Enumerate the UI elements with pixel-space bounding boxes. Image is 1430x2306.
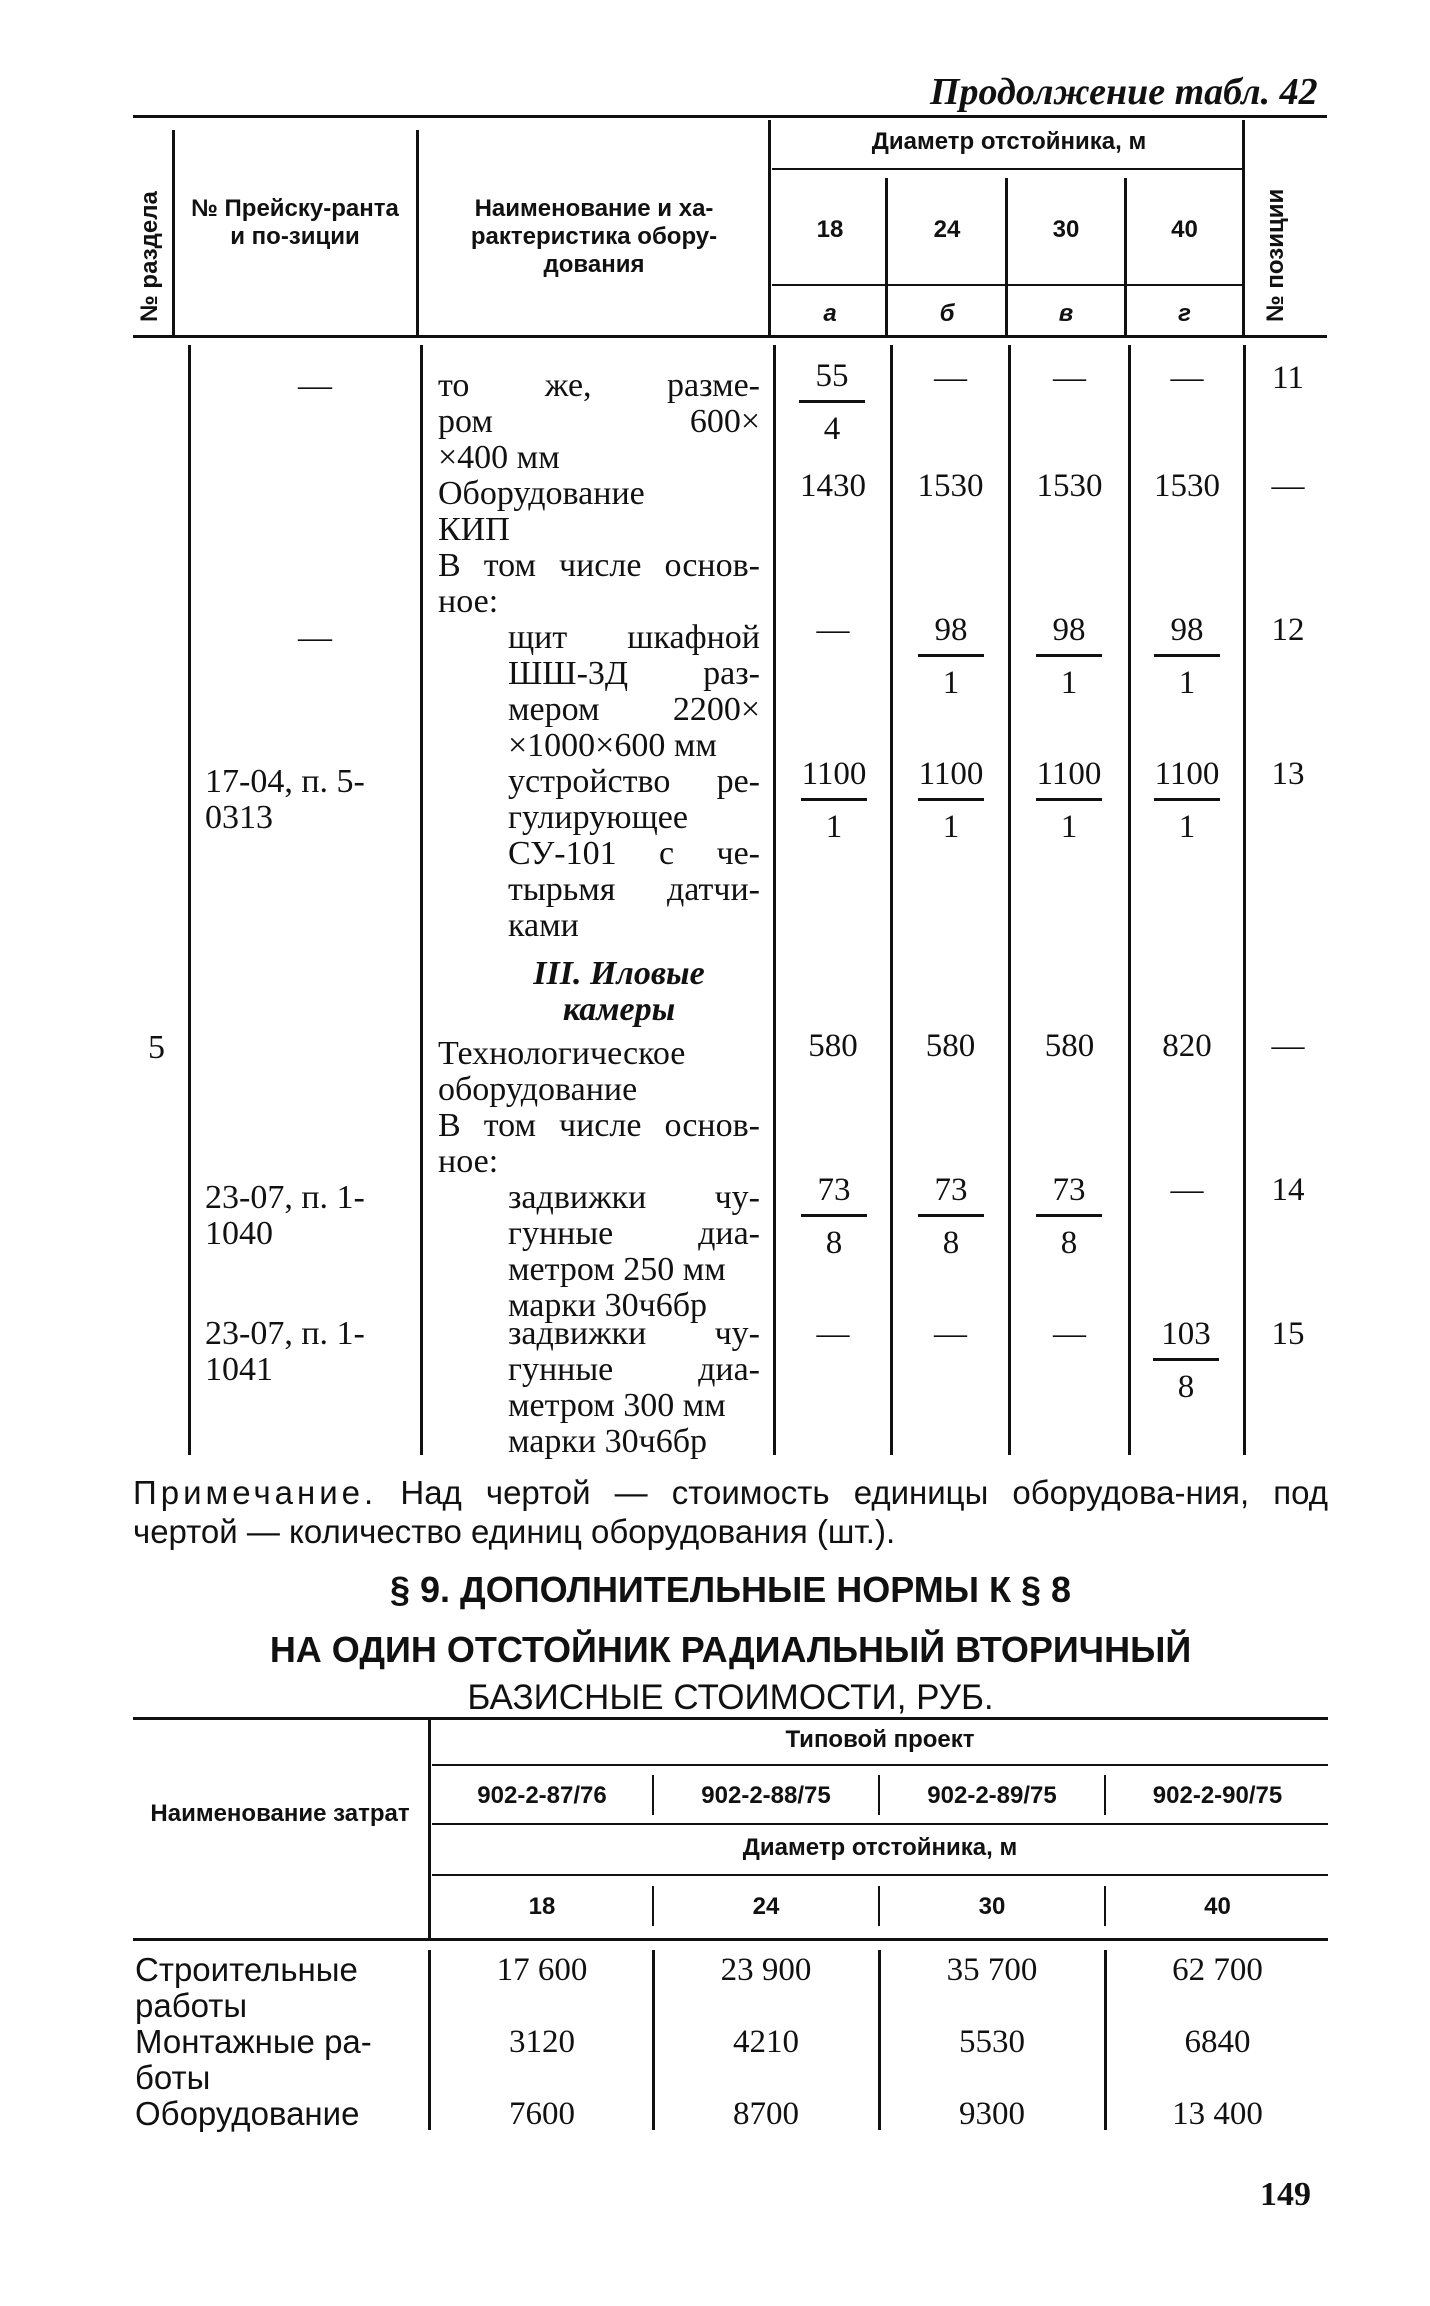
value-cell: —	[1053, 1316, 1086, 1352]
cost-row-name: Строительные работы	[135, 1951, 358, 2024]
header-project-1: 902-2-87/76	[477, 1782, 607, 1809]
cost-value: 13 400	[1172, 2096, 1263, 2132]
position-number: 13	[1271, 756, 1305, 792]
value-fraction: 1100 1	[1154, 756, 1220, 845]
header-project-3: 902-2-89/75	[927, 1782, 1057, 1809]
value-cell: —	[1170, 360, 1204, 396]
value-cell: —	[1053, 360, 1086, 396]
row-description: задвижки чу- гунные диа- метром 250 мм марки 30ч6бр	[508, 1179, 760, 1324]
value-cell: 580	[925, 1028, 976, 1064]
header-diameter-group: Диаметр отстойника, м	[871, 128, 1147, 155]
position-number: 14	[1271, 1172, 1305, 1208]
header-cost-name: Наименование затрат	[150, 1800, 410, 1827]
header-diameter-40: 40	[1204, 1893, 1231, 1920]
row-description: щит шкафной ШШ-3Д раз- мером 2200× ×1000×600 мм	[508, 619, 760, 764]
cost-value: 9300	[959, 2096, 1025, 2132]
cost-value: 23 900	[720, 1952, 812, 1988]
section-subtitle: БАЗИСНЫЕ СТОИМОСТИ, РУБ.	[467, 1678, 994, 1717]
value-fraction: 98 1	[912, 612, 990, 701]
cost-value: 7600	[509, 2096, 575, 2132]
value-cell: —	[1170, 1172, 1204, 1208]
value-cell: 1530	[1154, 468, 1220, 504]
cost-value: 6840	[1184, 2024, 1251, 2060]
cost-value: 5530	[959, 2024, 1025, 2060]
header-equipment-name: Наименование и ха-рактеристика обору-дования	[470, 195, 718, 278]
value-cell: —	[934, 360, 967, 396]
cost-row-name: Монтажные ра-боты	[135, 2023, 372, 2096]
header-section-number: № раздела	[136, 191, 163, 322]
cost-value: 35 700	[946, 1952, 1038, 1988]
value-cell: —	[816, 612, 850, 648]
header-diameter-24: 24	[933, 216, 961, 243]
value-fraction: 55 4	[793, 358, 871, 447]
value-fraction: 98 1	[1030, 612, 1108, 701]
row-description: задвижки чу- гунные диа- метром 300 мм марки 30ч6бр	[508, 1315, 760, 1460]
value-cell: 580	[808, 1028, 858, 1064]
value-fraction: 1100 1	[1036, 756, 1102, 845]
price-dash: —	[298, 367, 332, 404]
value-cell: 820	[1162, 1028, 1212, 1064]
value-fraction: 98 1	[1148, 612, 1226, 701]
cost-value: 4210	[733, 2024, 799, 2060]
value-cell: 1430	[800, 468, 866, 504]
note-label: Примечание.	[133, 1474, 378, 1511]
value-cell: 1530	[917, 468, 984, 504]
row-description: Технологическое оборудование	[438, 1035, 686, 1108]
header-diameter: Диаметр отстойника, м	[742, 1834, 1018, 1861]
header-letter-v: в	[1058, 300, 1074, 327]
cost-value: 3120	[509, 2024, 575, 2060]
position-number: 12	[1271, 612, 1305, 648]
header-project-2: 902-2-88/75	[701, 1782, 831, 1809]
value-cell: 1530	[1036, 468, 1103, 504]
header-diameter-18: 18	[528, 1893, 556, 1920]
price-reference: 17-04, п. 5-0313	[205, 763, 365, 836]
header-type-project: Типовой проект	[785, 1726, 975, 1753]
value-fraction: 73 8	[795, 1172, 873, 1261]
value-fraction: 1100 1	[801, 756, 867, 845]
note-text: Над чертой — стоимость единицы оборудова-ния, под чертой — количество единиц оборудования (шт.).	[133, 1474, 1329, 1550]
price-reference: 23-07, п. 1-1040	[205, 1179, 365, 1252]
value-cell: —	[816, 1316, 850, 1352]
header-diameter-40: 40	[1171, 216, 1198, 243]
position-number: —	[1271, 468, 1305, 504]
header-letter-b: б	[939, 300, 955, 327]
value-cell: 580	[1044, 1028, 1095, 1064]
section-number: 5	[148, 1029, 165, 1066]
header-diameter-24: 24	[752, 1893, 780, 1920]
value-fraction: 1100 1	[918, 756, 984, 845]
row-description: то же, разме- ром 600× ×400 мм	[438, 367, 760, 476]
value-fraction: 103 8	[1147, 1316, 1225, 1405]
section-title: § 9. ДОПОЛНИТЕЛЬНЫЕ НОРМЫ К § 8	[390, 1569, 1071, 1610]
header-letter-g: г	[1178, 300, 1191, 327]
row-description: В том числе основ- ное:	[438, 1107, 760, 1180]
cost-row-name: Оборудование	[135, 2095, 360, 2132]
subsection-heading: III. Иловые камеры	[533, 955, 705, 1028]
continuation-label: Продолжение табл. 42	[930, 71, 1318, 113]
header-diameter-18: 18	[816, 216, 844, 243]
value-cell: —	[934, 1316, 967, 1352]
header-diameter-30: 30	[978, 1893, 1006, 1920]
section-title-line-2: НА ОДИН ОТСТОЙНИК РАДИАЛЬНЫЙ ВТОРИЧНЫЙ	[269, 1629, 1192, 1670]
cost-value: 8700	[733, 2096, 799, 2132]
header-project-4: 902-2-90/75	[1152, 1782, 1283, 1809]
price-dash: —	[298, 619, 332, 656]
table-note	[133, 1474, 1328, 1552]
value-fraction: 73 8	[1030, 1172, 1108, 1261]
header-price-position: № Прейску-ранта и по-зиции	[191, 195, 399, 250]
row-description: В том числе основ- ное:	[438, 547, 760, 620]
row-description: Оборудование КИП	[438, 475, 645, 548]
value-fraction: 73 8	[912, 1172, 990, 1261]
row-description: устройство ре- гулирующее СУ-101 с че- тырьмя датчи- ками	[508, 763, 760, 944]
page-number: 149	[1260, 2176, 1311, 2213]
position-number: —	[1271, 1028, 1305, 1064]
cost-value: 17 600	[496, 1952, 588, 1988]
header-diameter-30: 30	[1052, 216, 1080, 243]
header-letter-a: а	[823, 300, 837, 327]
position-number: 15	[1271, 1316, 1305, 1352]
cost-value: 62 700	[1172, 1952, 1263, 1988]
price-reference: 23-07, п. 1-1041	[205, 1315, 365, 1388]
header-position-number: № позиции	[1262, 188, 1289, 322]
position-number: 11	[1272, 360, 1304, 396]
